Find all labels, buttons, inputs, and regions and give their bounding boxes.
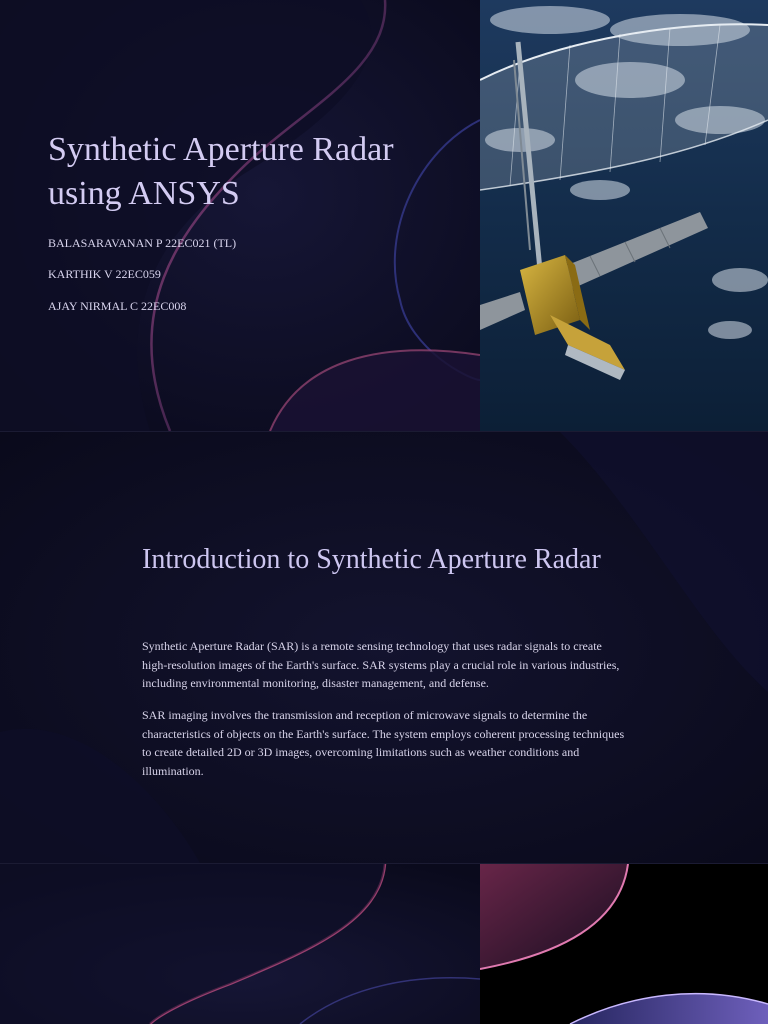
presentation-title: Synthetic Aperture Radar using ANSYS [48, 131, 394, 212]
intro-slide [0, 432, 768, 863]
author-3: AJAY NIRMAL C 22EC008 [48, 299, 187, 313]
next-slide-partial [0, 864, 768, 1024]
slide-heading: Introduction to Synthetic Aperture Radar [142, 544, 601, 575]
intro-paragraph-2: SAR imaging involves the transmission and reception of microwave signals to determine the characteristics of objects on the Earth's surface. The system employs coherent processing techniques to create detailed 2D or 3D images, overcoming limitations such as weather conditions and illumination. [142, 708, 625, 778]
title-slide [0, 0, 768, 431]
abstract-wave-background [0, 864, 480, 1024]
intro-paragraph-1: Synthetic Aperture Radar (SAR) is a remote sensing technology that uses radar signals to create high-resolution images of the Earth's surface. SAR systems play a crucial role in various industries, including environmental monitoring, disaster management, and defense. [142, 639, 620, 690]
author-2: KARTHIK V 22EC059 [48, 267, 161, 281]
dark-art-panel [480, 864, 768, 1024]
author-1: BALASARAVANAN P 22EC021 (TL) [48, 236, 237, 250]
satellite-image [480, 0, 768, 431]
